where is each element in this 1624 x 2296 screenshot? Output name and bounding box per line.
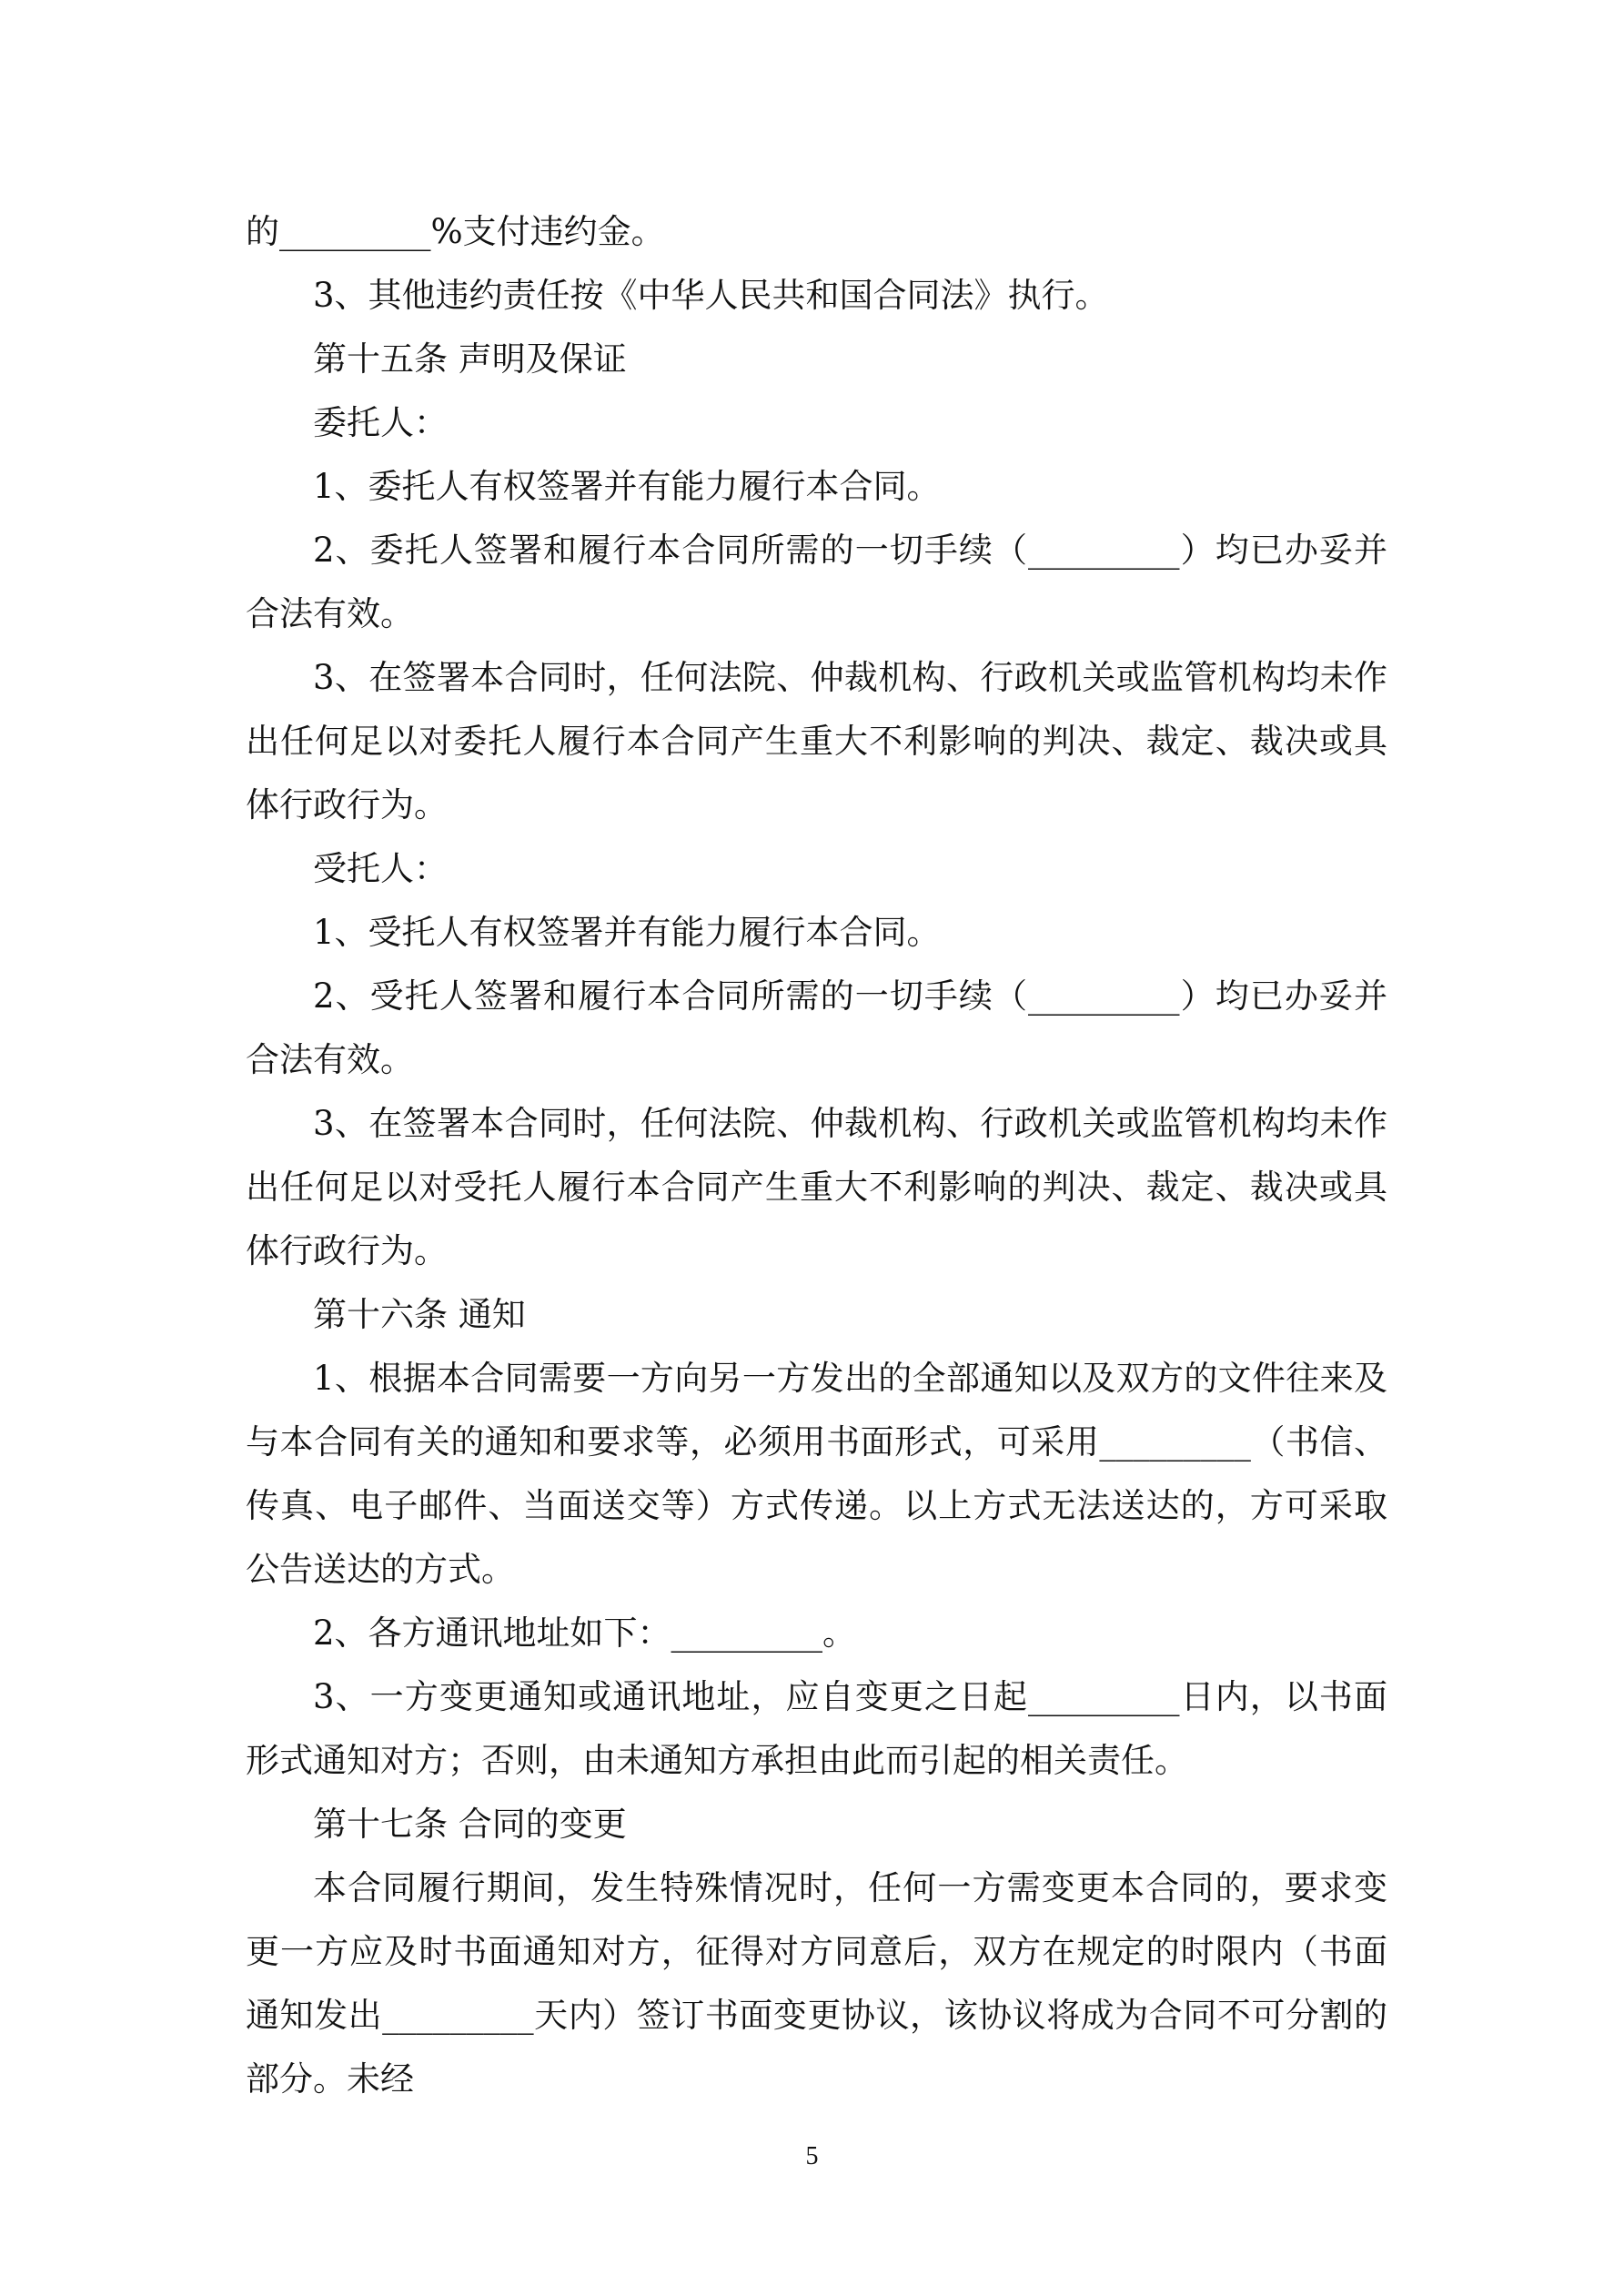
paragraph-continuation: 的_________%支付违约金。 <box>246 212 665 251</box>
contract-change-paragraph: 本合同履行期间，发生特殊情况时，任何一方需变更本合同的，要求变更一方应及时书面通知对方，征得对方同意后，双方在规定的时限内（书面通知发出_________天内）签订书面变更协议，该协议将成为合同不可分割的部分。未经 <box>246 1868 1387 2099</box>
notice-item-1: 1、根据本合同需要一方向另一方发出的全部通知以及双方的文件往来及与本合同有关的通知和要求等，必须用书面形式，可采用_________（书信、传真、电子邮件、当面送交等）方式传递。以上方式无法送达的，方可采取公告送达的方式。 <box>246 1359 1387 1589</box>
notice-item-2: 2、各方通讯地址如下：_________。 <box>313 1613 857 1653</box>
document-body <box>246 200 1387 2111</box>
agent-item-3: 3、在签署本合同时，任何法院、仲裁机构、行政机关或监管机构均未作出任何足以对受托人履行本合同产生重大不利影响的判决、裁定、裁决或具体行政行为。 <box>246 1104 1387 1270</box>
principal-item-2: 2、委托人签署和履行本合同所需的一切手续（_________）均已办妥并合法有效。 <box>246 531 1387 633</box>
paragraph-liability: 3、其他违约责任按《中华人民共和国合同法》执行。 <box>313 276 1109 315</box>
article-17-heading: 第十七条 合同的变更 <box>313 1805 627 1844</box>
principal-item-1: 1、委托人有权签署并有能力履行本合同。 <box>313 467 941 506</box>
article-16-heading: 第十六条 通知 <box>313 1295 526 1334</box>
agent-item-1: 1、受托人有权签署并有能力履行本合同。 <box>313 913 941 952</box>
principal-label: 委托人： <box>313 403 448 442</box>
principal-item-3: 3、在签署本合同时，任何法院、仲裁机构、行政机关或监管机构均未作出任何足以对委托人履行本合同产生重大不利影响的判决、裁定、裁决或具体行政行为。 <box>246 658 1387 824</box>
article-15-heading: 第十五条 声明及保证 <box>313 339 627 379</box>
notice-item-3: 3、一方变更通知或通讯地址，应自变更之日起_________日内，以书面形式通知对方；否则，由未通知方承担由此而引起的相关责任。 <box>246 1677 1387 1780</box>
agent-label: 受托人： <box>313 849 448 888</box>
page-number: 5 <box>805 2142 819 2170</box>
agent-item-2: 2、受托人签署和履行本合同所需的一切手续（_________）均已办妥并合法有效。 <box>246 976 1387 1079</box>
